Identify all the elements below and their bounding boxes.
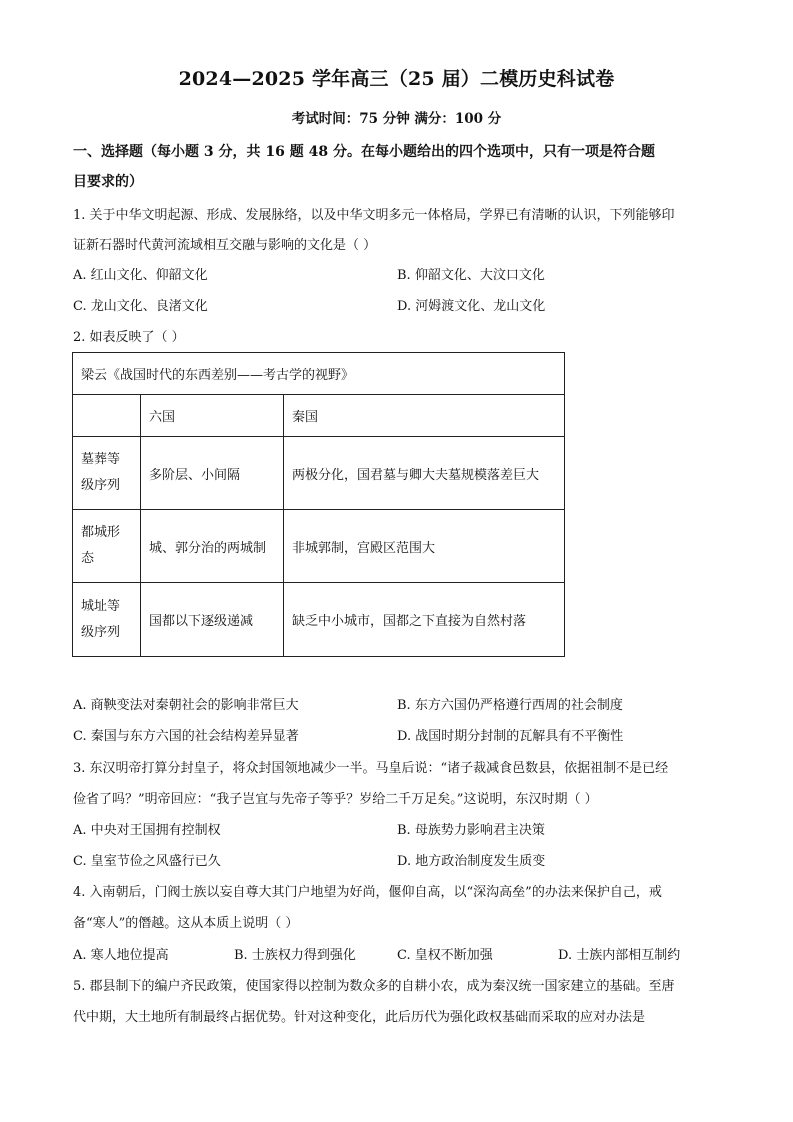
exam-info: 考试时间：75 分钟 满分：100 分 (291, 111, 502, 127)
table-header-six-states: 六国 (141, 395, 284, 437)
q2-option-a: A. 商鞅变法对秦朝社会的影响非常巨大 (73, 698, 299, 713)
q4-stem-line1: 4. 入南朝后，门阀士族以妄自尊大其门户地望为好尚，偃仰自高，以“深沟高垒”的办法来保护自己，戒 (73, 885, 662, 900)
row-qin: 非城郭制，宫殿区范围大 (284, 510, 565, 583)
table-row (73, 583, 565, 657)
q4-stem-line2: 备“寒人”的僭越。这从本质上说明（ ） (73, 916, 299, 931)
q4-option-a: A. 寒人地位提高 (73, 948, 169, 963)
q2-option-c: C. 秦国与东方六国的社会结构差异显著 (73, 729, 299, 744)
q3-option-b: B. 母族势力影响君主决策 (397, 823, 545, 838)
q1-option-d: D. 河姆渡文化、龙山文化 (397, 299, 546, 314)
q2-table (72, 352, 565, 657)
table-row (73, 510, 565, 583)
q2-option-b: B. 东方六国仍严格遵行西周的社会制度 (397, 698, 623, 713)
q1-option-c: C. 龙山文化、良渚文化 (73, 299, 208, 314)
q3-option-a: A. 中央对王国拥有控制权 (73, 823, 221, 838)
q1-option-a: A. 红山文化、仰韶文化 (73, 268, 208, 283)
table-header-blank (73, 395, 141, 437)
q5-stem-line1: 5. 郡县制下的编户齐民政策，使国家得以控制为数众多的自耕小农，成为秦汉统一国家建立的基础。至唐 (73, 979, 675, 994)
q3-option-c: C. 皇室节俭之风盛行已久 (73, 854, 221, 869)
table-header-qin: 秦国 (284, 395, 565, 437)
q4-option-c: C. 皇权不断加强 (397, 948, 493, 963)
q1-stem-line1: 1. 关于中华文明起源、形成、发展脉络，以及中华文明多元一体格局，学界已有清晰的认识，下列能够印 (73, 208, 675, 223)
q5-stem-line2: 代中期，大土地所有制最终占据优势。针对这种变化，此后历代为强化政权基础而采取的应对办法是 (73, 1010, 646, 1025)
page-title: 2024—2025 学年高三（25 届）二模历史科试卷 (178, 68, 615, 90)
table-header-row (73, 395, 565, 437)
row-six-states: 多阶层、小间隔 (141, 437, 284, 510)
q3-option-d: D. 地方政治制度发生质变 (397, 854, 546, 869)
row-six-states: 国都以下逐级递减 (141, 583, 284, 657)
q1-stem-line2: 证新石器时代黄河流域相互交融与影响的文化是（ ） (73, 238, 377, 253)
row-label: 城址等级序列 (73, 583, 141, 657)
q4-option-d: D. 士族内部相互制约 (558, 948, 681, 963)
row-qin: 两极分化，国君墓与卿大夫墓规模落差巨大 (284, 437, 565, 510)
q3-stem-line2: 俭省了吗？”明帝回应：“我子岂宜与先帝子等乎？岁给二千万足矣。”这说明，东汉时期（ ） (73, 792, 598, 807)
row-six-states: 城、郭分治的两城制 (141, 510, 284, 583)
table-caption: 梁云《战国时代的东西差别——考古学的视野》 (73, 353, 565, 395)
q4-option-b: B. 士族权力得到强化 (234, 948, 356, 963)
row-label: 墓葬等级序列 (73, 437, 141, 510)
q3-stem-line1: 3. 东汉明帝打算分封皇子，将众封国领地减少一半。马皇后说：“诸子裁减食邑数县，依据祖制不是已经 (73, 761, 669, 776)
section-heading-line2: 目要求的） (73, 174, 143, 190)
row-label: 都城形态 (73, 510, 141, 583)
q2-stem: 2. 如表反映了（ ） (73, 330, 185, 345)
q2-option-d: D. 战国时期分封制的瓦解具有不平衡性 (397, 729, 624, 744)
table-row (73, 437, 565, 510)
q1-option-b: B. 仰韶文化、大汶口文化 (397, 268, 545, 283)
row-qin: 缺乏中小城市，国都之下直接为自然村落 (284, 583, 565, 657)
section-heading-line1: 一、选择题（每小题 3 分，共 16 题 48 分。在每小题给出的四个选项中，只有一项是符合题 (73, 144, 655, 160)
